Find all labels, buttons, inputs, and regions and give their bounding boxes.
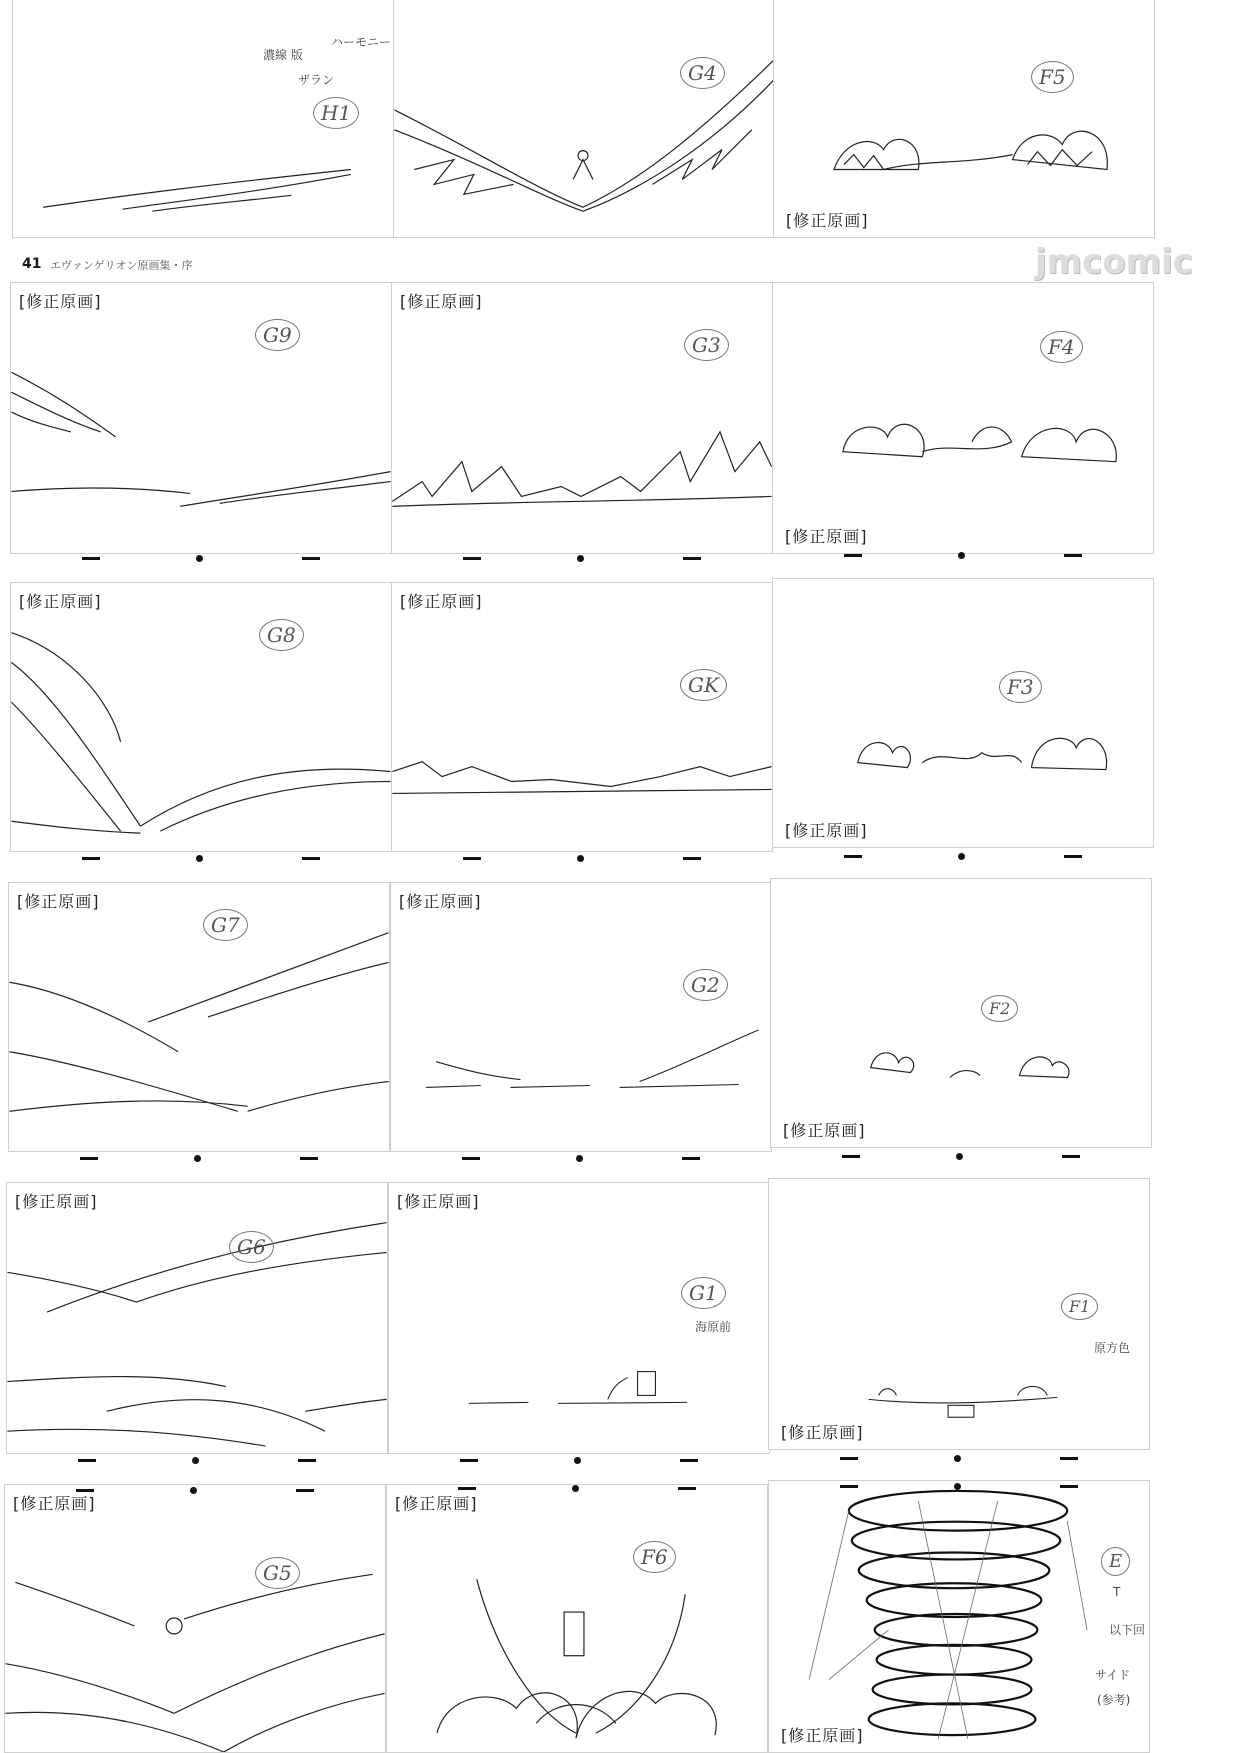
registration-marks xyxy=(768,1452,1150,1466)
sketch-diagonal-waves xyxy=(11,583,391,851)
panel-label: [修正原画] xyxy=(781,1423,864,1442)
panel-f1 xyxy=(768,1178,1150,1450)
panel-g8 xyxy=(10,582,392,852)
panel-f5 xyxy=(773,0,1155,238)
registration-marks xyxy=(10,552,392,566)
cut-code: G4 xyxy=(688,61,717,85)
cut-code: G7 xyxy=(211,913,240,937)
sketch-clouds xyxy=(773,579,1153,847)
cut-code: F4 xyxy=(1048,335,1075,359)
cut-code: G5 xyxy=(263,1561,292,1585)
panel-g7 xyxy=(8,882,390,1152)
cut-code: F3 xyxy=(1007,675,1034,699)
panel-label: [修正原画] xyxy=(17,892,100,911)
panel-f4 xyxy=(772,282,1154,554)
cut-code: G1 xyxy=(689,1281,718,1305)
sketch-low-horizon xyxy=(392,583,772,851)
panel-label: [修正原画] xyxy=(783,1121,866,1140)
handwritten-note: T xyxy=(1113,1585,1121,1599)
panel-label: [修正原画] xyxy=(785,821,868,840)
page-title: エヴァンゲリオン原画集・序 xyxy=(50,259,193,272)
cut-code: E xyxy=(1109,1551,1123,1572)
sketch-spiky-horizon xyxy=(392,283,772,553)
panel-f6 xyxy=(386,1484,768,1753)
handwritten-note: ザラン xyxy=(298,73,335,87)
registration-marks xyxy=(391,552,773,566)
cut-code: G6 xyxy=(237,1235,266,1259)
panel-gk xyxy=(391,582,773,852)
sketch-flat-horizon xyxy=(391,883,771,1151)
sketch-wave-crests xyxy=(9,883,389,1151)
registration-marks xyxy=(8,1152,390,1166)
cut-code: G8 xyxy=(267,623,296,647)
registration-marks xyxy=(772,549,1154,563)
panel-g6 xyxy=(6,1182,388,1454)
panel-g3 xyxy=(391,282,773,554)
cut-code: G2 xyxy=(691,973,720,997)
sketch-clouds xyxy=(773,283,1153,553)
cut-code: GK xyxy=(688,673,719,697)
cut-code: H1 xyxy=(321,101,352,125)
panel-label: [修正原画] xyxy=(19,292,102,311)
panel-label: [修正原画] xyxy=(395,1494,478,1513)
sketch-wave-valley xyxy=(5,1485,385,1752)
cut-code: G9 xyxy=(263,323,292,347)
panel-label: [修正原画] xyxy=(399,892,482,911)
watermark-logo: jmcomic xyxy=(1035,242,1193,282)
sketch-clouds xyxy=(774,0,1154,237)
registration-marks xyxy=(386,1482,768,1496)
panel-g5 xyxy=(4,1484,386,1753)
registration-marks xyxy=(4,1484,386,1498)
cut-code: F1 xyxy=(1069,1297,1091,1316)
panel-label: [修正原画] xyxy=(400,592,483,611)
handwritten-note: (参考) xyxy=(1097,1693,1131,1707)
panel-g2 xyxy=(390,882,772,1152)
panel-f3 xyxy=(772,578,1154,848)
registration-marks xyxy=(6,1454,388,1468)
cut-code: F5 xyxy=(1039,65,1066,89)
sketch-tornado xyxy=(769,1481,1149,1752)
registration-marks xyxy=(391,852,773,866)
panel-g1 xyxy=(388,1182,770,1454)
panel-e xyxy=(768,1480,1150,1753)
sketch-cloud-crater xyxy=(387,1485,767,1752)
panel-label: [修正原画] xyxy=(13,1494,96,1513)
sketch-crossing-waves xyxy=(7,1183,387,1453)
sketch-wave-bowl xyxy=(394,0,774,237)
panel-h1 xyxy=(12,0,394,238)
handwritten-note: ハーモニー xyxy=(331,35,392,49)
handwritten-note: 原方色 xyxy=(1094,1341,1131,1355)
panel-g4 xyxy=(393,0,775,238)
panel-label: [修正原画] xyxy=(400,292,483,311)
registration-marks xyxy=(770,1150,1152,1164)
handwritten-note: 海原前 xyxy=(695,1320,732,1334)
sketch-clouds xyxy=(771,879,1151,1147)
registration-marks xyxy=(390,1152,772,1166)
panel-label: [修正原画] xyxy=(786,211,869,230)
registration-marks xyxy=(772,850,1154,864)
sketch-diagonal-waves xyxy=(11,283,391,553)
handwritten-note: サイド xyxy=(1095,1668,1131,1682)
page-number: 41 xyxy=(22,256,42,272)
cut-code: F2 xyxy=(989,999,1011,1018)
panel-label: [修正原画] xyxy=(15,1192,98,1211)
panel-label: [修正原画] xyxy=(19,592,102,611)
cut-code: G3 xyxy=(692,333,721,357)
panel-g9 xyxy=(10,282,392,554)
cut-code: F6 xyxy=(641,1545,668,1569)
panel-label: [修正原画] xyxy=(785,527,868,546)
registration-marks xyxy=(388,1454,770,1468)
handwritten-note: 以下回 xyxy=(1109,1623,1146,1637)
panel-label: [修正原画] xyxy=(397,1192,480,1211)
panel-f2 xyxy=(770,878,1152,1148)
registration-marks xyxy=(10,852,392,866)
handwritten-note: 濃線 版 xyxy=(263,48,303,62)
panel-label: [修正原画] xyxy=(781,1726,864,1745)
registration-marks xyxy=(768,1480,1150,1494)
